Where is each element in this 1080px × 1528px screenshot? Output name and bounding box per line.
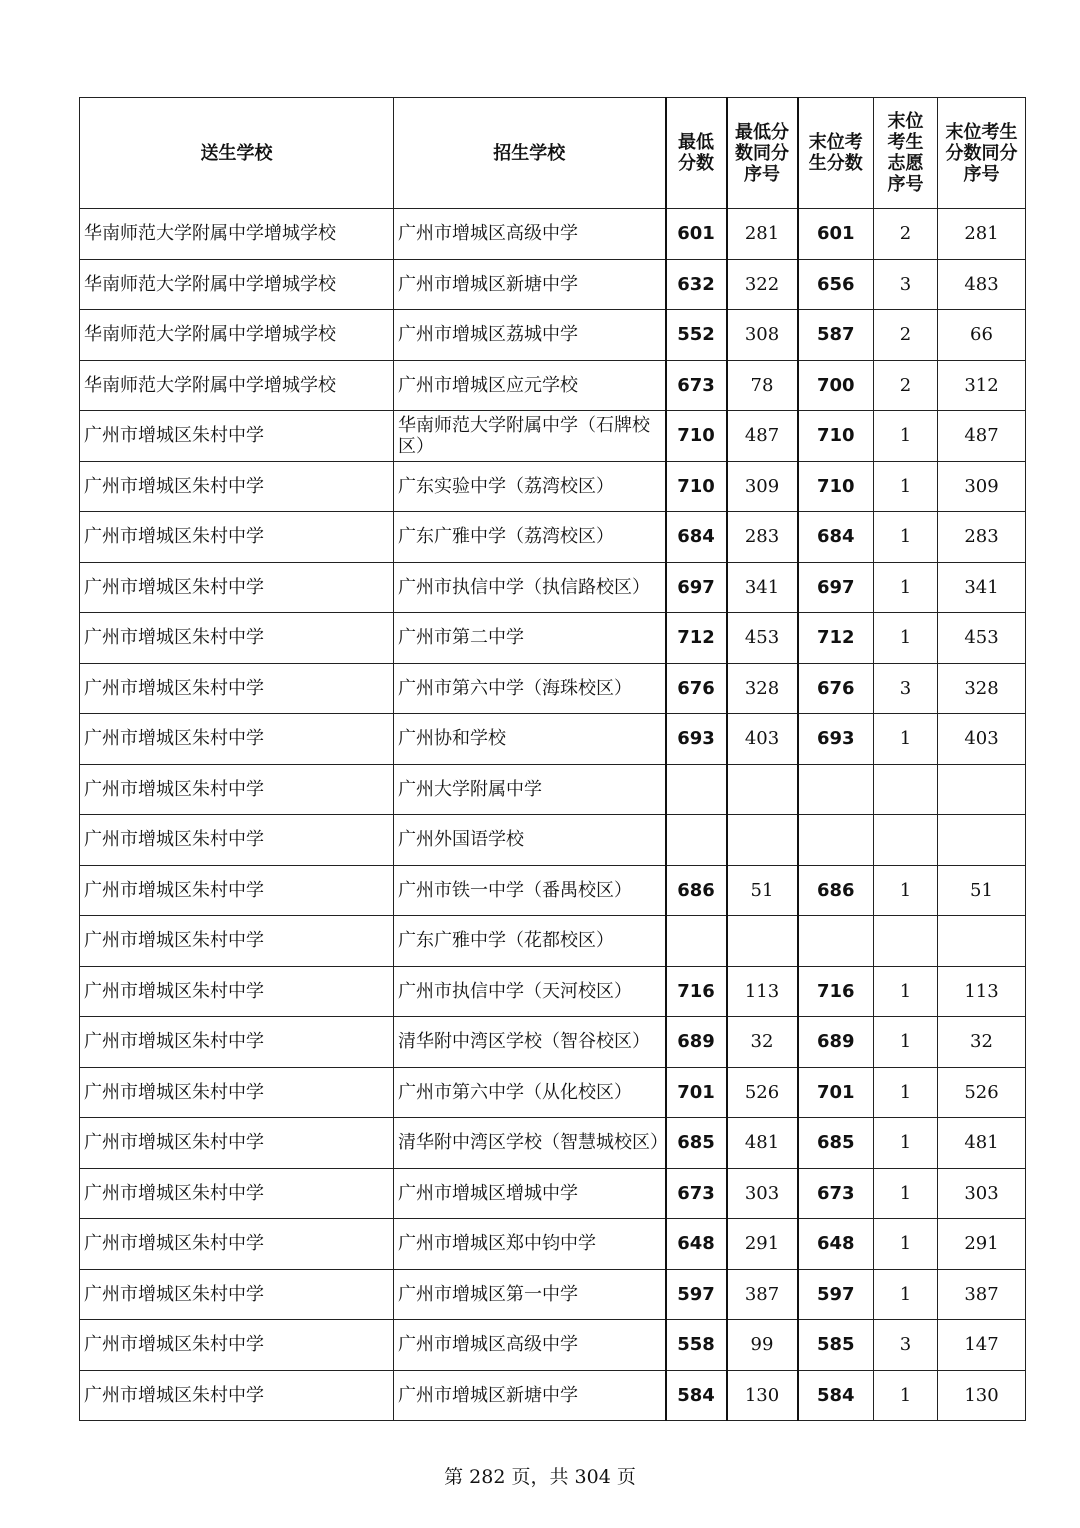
cell-send-school: 广州市增城区朱村中学 bbox=[80, 815, 394, 866]
cell-last-choice bbox=[874, 815, 938, 866]
cell-last-rank: 341 bbox=[938, 562, 1026, 613]
cell-last-rank: 66 bbox=[938, 310, 1026, 361]
table-row bbox=[80, 613, 1026, 664]
cell-last-choice bbox=[874, 764, 938, 815]
cell-last-rank: 147 bbox=[938, 1320, 1026, 1371]
cell-min-score-rank: 328 bbox=[727, 663, 798, 714]
table-header-row bbox=[80, 98, 1026, 209]
cell-recruit-school: 广东实验中学（荔湾校区） bbox=[394, 461, 666, 512]
cell-last-rank: 303 bbox=[938, 1168, 1026, 1219]
cell-last-score bbox=[798, 815, 874, 866]
cell-send-school: 华南师范大学附属中学增城学校 bbox=[80, 310, 394, 361]
cell-recruit-school: 广州市第六中学（从化校区） bbox=[394, 1067, 666, 1118]
cell-send-school: 广州市增城区朱村中学 bbox=[80, 562, 394, 613]
cell-last-score: 712 bbox=[798, 613, 874, 664]
cell-send-school: 广州市增城区朱村中学 bbox=[80, 1269, 394, 1320]
cell-min-score-rank: 281 bbox=[727, 209, 798, 260]
header-last-choice: 末位 考生 志愿 序号 bbox=[874, 98, 938, 209]
cell-last-score: 689 bbox=[798, 1017, 874, 1068]
cell-send-school: 广州市增城区朱村中学 bbox=[80, 764, 394, 815]
cell-last-rank: 32 bbox=[938, 1017, 1026, 1068]
header-last-rank: 末位考生 分数同分 序号 bbox=[938, 98, 1026, 209]
cell-min-score: 673 bbox=[666, 1168, 727, 1219]
cell-min-score-rank: 387 bbox=[727, 1269, 798, 1320]
cell-last-score: 648 bbox=[798, 1219, 874, 1270]
cell-min-score bbox=[666, 916, 727, 967]
cell-last-rank: 312 bbox=[938, 360, 1026, 411]
cell-last-score: 584 bbox=[798, 1370, 874, 1421]
cell-min-score: 601 bbox=[666, 209, 727, 260]
cell-last-choice: 1 bbox=[874, 562, 938, 613]
cell-min-score: 632 bbox=[666, 259, 727, 310]
table-row bbox=[80, 663, 1026, 714]
cell-min-score: 584 bbox=[666, 1370, 727, 1421]
cell-min-score-rank: 303 bbox=[727, 1168, 798, 1219]
cell-last-score bbox=[798, 764, 874, 815]
table-row bbox=[80, 411, 1026, 462]
cell-last-choice: 1 bbox=[874, 1168, 938, 1219]
cell-min-score-rank: 32 bbox=[727, 1017, 798, 1068]
cell-send-school: 广州市增城区朱村中学 bbox=[80, 1118, 394, 1169]
header-min-score-rank: 最低分 数同分 序号 bbox=[727, 98, 798, 209]
cell-min-score: 712 bbox=[666, 613, 727, 664]
cell-last-rank: 51 bbox=[938, 865, 1026, 916]
cell-min-score-rank: 526 bbox=[727, 1067, 798, 1118]
cell-last-score: 697 bbox=[798, 562, 874, 613]
table-row bbox=[80, 764, 1026, 815]
cell-min-score: 558 bbox=[666, 1320, 727, 1371]
cell-min-score: 689 bbox=[666, 1017, 727, 1068]
cell-last-choice: 1 bbox=[874, 1067, 938, 1118]
cell-send-school: 广州市增城区朱村中学 bbox=[80, 663, 394, 714]
cell-last-rank: 130 bbox=[938, 1370, 1026, 1421]
cell-recruit-school: 广州市增城区新塘中学 bbox=[394, 259, 666, 310]
cell-recruit-school: 广东广雅中学（荔湾校区） bbox=[394, 512, 666, 563]
cell-last-rank bbox=[938, 916, 1026, 967]
header-send-school: 送生学校 bbox=[80, 98, 394, 209]
table-row bbox=[80, 1118, 1026, 1169]
table-row bbox=[80, 1067, 1026, 1118]
cell-min-score: 648 bbox=[666, 1219, 727, 1270]
cell-last-choice: 1 bbox=[874, 966, 938, 1017]
cell-last-score: 710 bbox=[798, 461, 874, 512]
table-row bbox=[80, 360, 1026, 411]
cell-send-school: 华南师范大学附属中学增城学校 bbox=[80, 259, 394, 310]
cell-last-score: 700 bbox=[798, 360, 874, 411]
cell-last-score: 656 bbox=[798, 259, 874, 310]
cell-last-score: 673 bbox=[798, 1168, 874, 1219]
cell-last-score: 601 bbox=[798, 209, 874, 260]
cell-recruit-school: 广州市增城区高级中学 bbox=[394, 209, 666, 260]
cell-last-rank bbox=[938, 815, 1026, 866]
cell-recruit-school: 清华附中湾区学校（智慧城校区） bbox=[394, 1118, 666, 1169]
cell-min-score: 597 bbox=[666, 1269, 727, 1320]
table-row bbox=[80, 1017, 1026, 1068]
cell-last-rank: 487 bbox=[938, 411, 1026, 462]
cell-last-choice: 1 bbox=[874, 714, 938, 765]
cell-recruit-school: 广州大学附属中学 bbox=[394, 764, 666, 815]
cell-recruit-school: 广州市增城区增城中学 bbox=[394, 1168, 666, 1219]
cell-last-score bbox=[798, 916, 874, 967]
cell-send-school: 广州市增城区朱村中学 bbox=[80, 1067, 394, 1118]
cell-min-score-rank bbox=[727, 815, 798, 866]
cell-send-school: 广州市增城区朱村中学 bbox=[80, 512, 394, 563]
cell-last-rank: 283 bbox=[938, 512, 1026, 563]
cell-min-score-rank: 51 bbox=[727, 865, 798, 916]
cell-last-rank: 387 bbox=[938, 1269, 1026, 1320]
table-row bbox=[80, 714, 1026, 765]
table-row bbox=[80, 1370, 1026, 1421]
cell-recruit-school: 广州市增城区应元学校 bbox=[394, 360, 666, 411]
cell-min-score: 716 bbox=[666, 966, 727, 1017]
cell-min-score: 686 bbox=[666, 865, 727, 916]
cell-last-rank: 309 bbox=[938, 461, 1026, 512]
cell-min-score-rank: 130 bbox=[727, 1370, 798, 1421]
cell-last-choice: 2 bbox=[874, 360, 938, 411]
cell-recruit-school: 广州市第二中学 bbox=[394, 613, 666, 664]
cell-last-rank: 526 bbox=[938, 1067, 1026, 1118]
cell-send-school: 广州市增城区朱村中学 bbox=[80, 461, 394, 512]
cell-min-score: 701 bbox=[666, 1067, 727, 1118]
cell-last-choice: 1 bbox=[874, 1370, 938, 1421]
cell-min-score: 676 bbox=[666, 663, 727, 714]
cell-min-score: 697 bbox=[666, 562, 727, 613]
cell-recruit-school: 广州市增城区第一中学 bbox=[394, 1269, 666, 1320]
cell-last-rank: 483 bbox=[938, 259, 1026, 310]
table-body bbox=[80, 209, 1026, 1421]
cell-min-score-rank bbox=[727, 764, 798, 815]
cell-min-score-rank: 309 bbox=[727, 461, 798, 512]
cell-min-score bbox=[666, 815, 727, 866]
cell-min-score bbox=[666, 764, 727, 815]
cell-min-score-rank: 403 bbox=[727, 714, 798, 765]
cell-recruit-school: 广州协和学校 bbox=[394, 714, 666, 765]
cell-last-rank: 291 bbox=[938, 1219, 1026, 1270]
header-recruit-school: 招生学校 bbox=[394, 98, 666, 209]
cell-last-score: 684 bbox=[798, 512, 874, 563]
cell-last-choice: 1 bbox=[874, 1118, 938, 1169]
cell-last-choice: 1 bbox=[874, 865, 938, 916]
cell-last-choice: 1 bbox=[874, 1017, 938, 1068]
cell-last-score: 693 bbox=[798, 714, 874, 765]
cell-min-score-rank: 113 bbox=[727, 966, 798, 1017]
cell-send-school: 广州市增城区朱村中学 bbox=[80, 411, 394, 462]
table-row bbox=[80, 1320, 1026, 1371]
cell-min-score: 673 bbox=[666, 360, 727, 411]
cell-min-score-rank bbox=[727, 916, 798, 967]
cell-send-school: 广州市增城区朱村中学 bbox=[80, 1320, 394, 1371]
table-row bbox=[80, 815, 1026, 866]
cell-last-score: 701 bbox=[798, 1067, 874, 1118]
cell-send-school: 广州市增城区朱村中学 bbox=[80, 1168, 394, 1219]
cell-send-school: 广州市增城区朱村中学 bbox=[80, 966, 394, 1017]
cell-last-rank: 403 bbox=[938, 714, 1026, 765]
cell-last-choice: 1 bbox=[874, 1219, 938, 1270]
cell-last-score: 710 bbox=[798, 411, 874, 462]
cell-min-score-rank: 291 bbox=[727, 1219, 798, 1270]
cell-last-rank: 328 bbox=[938, 663, 1026, 714]
page-footer: 第 282 页，共 304 页 bbox=[444, 1466, 636, 1488]
cell-recruit-school: 广州市增城区郑中钧中学 bbox=[394, 1219, 666, 1270]
cell-last-choice: 1 bbox=[874, 461, 938, 512]
cell-last-rank: 481 bbox=[938, 1118, 1026, 1169]
cell-min-score-rank: 99 bbox=[727, 1320, 798, 1371]
cell-last-score: 676 bbox=[798, 663, 874, 714]
cell-last-choice bbox=[874, 916, 938, 967]
cell-min-score: 685 bbox=[666, 1118, 727, 1169]
cell-send-school: 华南师范大学附属中学增城学校 bbox=[80, 209, 394, 260]
table-row bbox=[80, 562, 1026, 613]
cell-last-choice: 1 bbox=[874, 512, 938, 563]
cell-min-score: 552 bbox=[666, 310, 727, 361]
cell-min-score: 710 bbox=[666, 411, 727, 462]
table-row bbox=[80, 310, 1026, 361]
table-row bbox=[80, 1168, 1026, 1219]
cell-recruit-school: 广州市执信中学（天河校区） bbox=[394, 966, 666, 1017]
cell-min-score-rank: 322 bbox=[727, 259, 798, 310]
table-row bbox=[80, 461, 1026, 512]
cell-recruit-school: 广州市增城区荔城中学 bbox=[394, 310, 666, 361]
cell-last-rank: 453 bbox=[938, 613, 1026, 664]
cell-min-score-rank: 308 bbox=[727, 310, 798, 361]
table-row bbox=[80, 512, 1026, 563]
cell-last-rank: 113 bbox=[938, 966, 1026, 1017]
cell-send-school: 广州市增城区朱村中学 bbox=[80, 916, 394, 967]
cell-last-score: 716 bbox=[798, 966, 874, 1017]
cell-min-score-rank: 341 bbox=[727, 562, 798, 613]
cell-send-school: 广州市增城区朱村中学 bbox=[80, 1219, 394, 1270]
header-last-score: 末位考 生分数 bbox=[798, 98, 874, 209]
cell-last-choice: 2 bbox=[874, 209, 938, 260]
cell-last-choice: 3 bbox=[874, 259, 938, 310]
cell-last-choice: 1 bbox=[874, 411, 938, 462]
cell-send-school: 华南师范大学附属中学增城学校 bbox=[80, 360, 394, 411]
cell-last-choice: 1 bbox=[874, 1269, 938, 1320]
cell-last-choice: 1 bbox=[874, 613, 938, 664]
cell-last-score: 685 bbox=[798, 1118, 874, 1169]
cell-min-score-rank: 481 bbox=[727, 1118, 798, 1169]
table-row bbox=[80, 966, 1026, 1017]
cell-recruit-school: 广州市第六中学（海珠校区） bbox=[394, 663, 666, 714]
cell-min-score: 710 bbox=[666, 461, 727, 512]
table-row bbox=[80, 916, 1026, 967]
cell-min-score-rank: 453 bbox=[727, 613, 798, 664]
cell-last-score: 587 bbox=[798, 310, 874, 361]
cell-recruit-school: 广州市增城区新塘中学 bbox=[394, 1370, 666, 1421]
cell-recruit-school: 华南师范大学附属中学（石牌校区） bbox=[394, 411, 666, 462]
cell-recruit-school: 广州市执信中学（执信路校区） bbox=[394, 562, 666, 613]
cell-recruit-school: 广州市铁一中学（番禺校区） bbox=[394, 865, 666, 916]
cell-last-score: 597 bbox=[798, 1269, 874, 1320]
cell-min-score: 693 bbox=[666, 714, 727, 765]
table-row bbox=[80, 1269, 1026, 1320]
cell-send-school: 广州市增城区朱村中学 bbox=[80, 1370, 394, 1421]
cell-recruit-school: 广州市增城区高级中学 bbox=[394, 1320, 666, 1371]
cell-send-school: 广州市增城区朱村中学 bbox=[80, 1017, 394, 1068]
cell-last-rank bbox=[938, 764, 1026, 815]
cell-last-rank: 281 bbox=[938, 209, 1026, 260]
cell-min-score-rank: 78 bbox=[727, 360, 798, 411]
cell-min-score-rank: 487 bbox=[727, 411, 798, 462]
cell-last-score: 686 bbox=[798, 865, 874, 916]
cell-send-school: 广州市增城区朱村中学 bbox=[80, 714, 394, 765]
cell-send-school: 广州市增城区朱村中学 bbox=[80, 865, 394, 916]
table-row bbox=[80, 259, 1026, 310]
cell-send-school: 广州市增城区朱村中学 bbox=[80, 613, 394, 664]
cell-min-score: 684 bbox=[666, 512, 727, 563]
cell-last-choice: 3 bbox=[874, 663, 938, 714]
cell-min-score-rank: 283 bbox=[727, 512, 798, 563]
cell-recruit-school: 清华附中湾区学校（智谷校区） bbox=[394, 1017, 666, 1068]
cell-last-score: 585 bbox=[798, 1320, 874, 1371]
table-row bbox=[80, 209, 1026, 260]
cell-recruit-school: 广州外国语学校 bbox=[394, 815, 666, 866]
table-row bbox=[80, 1219, 1026, 1270]
table-row bbox=[80, 865, 1026, 916]
admission-score-table bbox=[79, 97, 1026, 1421]
cell-recruit-school: 广东广雅中学（花都校区） bbox=[394, 916, 666, 967]
cell-last-choice: 3 bbox=[874, 1320, 938, 1371]
header-min-score: 最低 分数 bbox=[666, 98, 727, 209]
cell-last-choice: 2 bbox=[874, 310, 938, 361]
